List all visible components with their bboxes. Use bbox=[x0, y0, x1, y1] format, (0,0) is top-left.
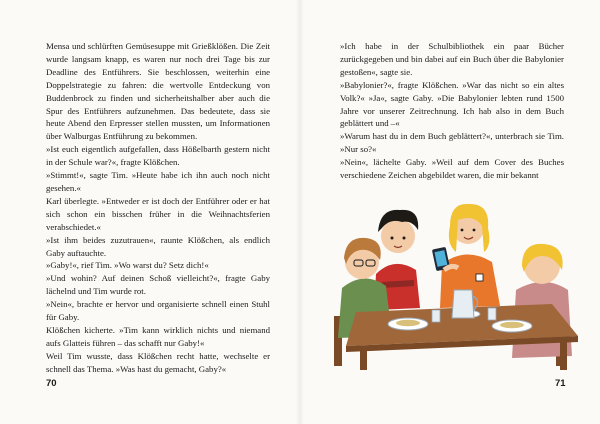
paragraph: Karl überlegte. »Entweder er ist doch der Entführer oder er hat sich schon ein bisschen früher in die Weihnachtsferien verabschiedet.« bbox=[46, 195, 270, 232]
paragraph: »Ist euch eigentlich aufgefallen, dass Hößelbarth gestern nicht in der Schule war?«, fragte Klößchen. bbox=[46, 144, 270, 168]
paragraph: Klößchen kicherte. »Tim kann wirklich nichts und niemand aufs Glatteis führen – das schafft nur Gaby!« bbox=[46, 324, 270, 348]
left-page-text bbox=[46, 40, 270, 376]
paragraph: »Warum hast du in dem Buch geblättert?«, unterbrach sie Tim. »Nur so?« bbox=[340, 131, 564, 155]
paragraph: Mensa und schlürften Gemüsesuppe mit Grießklößen. Die Zeit wurde langsam knapp, es waren nur noch drei Tage bis zur Deadline des Entführers. Sie beschlossen, weiterhin eine Doppelstrategie zu fahren: die wertvolle Entdeckung von Buddenbrock zu finden und sicherheitshalber aber auch die Spur des Entführers aufzunehmen. Das bedeutete, dass sie heute Abend den Erpresser stellen mussten, um Informationen über Walburgas Entführung zu bekommen. bbox=[46, 41, 270, 142]
paragraph: »Gaby!«, rief Tim. »Wo warst du? Setz dich!« bbox=[46, 260, 209, 271]
glass-icon bbox=[432, 310, 440, 322]
glass-icon bbox=[488, 308, 496, 320]
paragraph: »Nein«, lächelte Gaby. »Weil auf dem Cover des Buches verschiedene Zeichen abgebildet waren, die mir bekannt bbox=[340, 157, 564, 181]
paragraph: Weil Tim wusste, dass Klößchen recht hatte, wechselte er schnell das Thema. »Was hast du gemacht, Gaby?« bbox=[46, 350, 270, 374]
right-page-text bbox=[340, 40, 564, 182]
paragraph: »Nein«, brachte er hervor und organisierte schnell einen Stuhl für Gaby. bbox=[46, 299, 270, 323]
page-number-left: 70 bbox=[46, 378, 57, 389]
page-number-right: 71 bbox=[555, 378, 566, 389]
paragraph: »Ich habe in der Schulbibliothek ein paar Bücher zurückgegeben und bin dabei auf ein Buch über die Babylonier gestoßen«, sagte sie. bbox=[340, 41, 564, 77]
four-kids-at-table-illustration bbox=[316, 186, 586, 370]
right-page bbox=[300, 0, 600, 424]
paragraph: »Stimmt!«, sagte Tim. »Heute habe ich ihn auch noch nicht gesehen.« bbox=[46, 170, 270, 193]
pitcher-icon bbox=[452, 290, 474, 318]
paragraph: »Ist ihm beides zuzutrauen«, raunte Klößchen, als endlich Gaby auftauchte. bbox=[46, 234, 270, 258]
paragraph: »Und wohin? Auf deinen Schoß vielleicht?«, fragte Gaby lächelnd und Tim wurde rot. bbox=[46, 273, 270, 297]
paragraph: »Babylonier?«, fragte Klößchen. »War das nicht so ein altes Volk?« »Ja«, sagte Gaby. »Die Babylonier lebten rund 1500 Jahre vor unserer Zeitrechnung. Ich hab also in dem Buch geblättert und –« bbox=[340, 79, 564, 129]
